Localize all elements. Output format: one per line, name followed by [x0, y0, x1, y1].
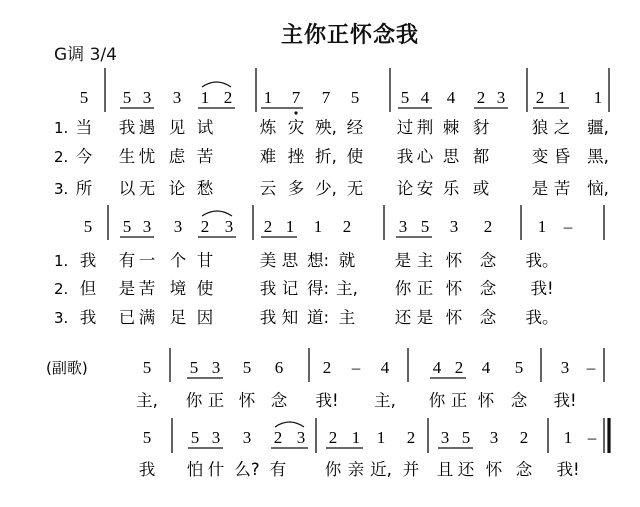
- lyric-system-1-v1-2: 我: [118, 118, 136, 137]
- lyric-system-2-v1-9: 就: [338, 251, 356, 270]
- note-system-1-14: 2: [476, 88, 486, 107]
- note-system-3-14: –: [586, 358, 596, 377]
- note-system-4-15: 1: [563, 428, 573, 447]
- lyric-system-4-v1-2: 怕: [186, 460, 204, 479]
- verse-number-1-2: 2.: [54, 148, 69, 166]
- lyric-system-1-v1-15: 之: [553, 118, 571, 137]
- lyric-system-4-v1-3: 什: [207, 460, 225, 479]
- note-system-1-6: 2: [223, 88, 233, 107]
- lyric-system-4-v1-13: 念: [515, 460, 533, 479]
- lyric-system-4-v1-6: 你: [324, 460, 342, 479]
- lyric-system-3-v1-8: 你: [428, 391, 446, 410]
- lyric-system-1-v3-2: 以: [118, 179, 136, 198]
- lyric-system-1-v2-5: 苦: [196, 147, 214, 166]
- lyric-system-2-v2-12: 怀: [445, 279, 463, 298]
- lyric-system-4-v1-12: 怀: [485, 460, 503, 479]
- verse-number-2-3: 3.: [54, 309, 69, 327]
- lyric-system-2-v2-13: 念: [479, 279, 497, 298]
- lyric-system-1-v2-12: 思: [442, 147, 460, 166]
- lyric-system-2-v2-8: 得:: [306, 279, 330, 298]
- lyric-system-1-v2-9: 使: [346, 147, 364, 166]
- lyric-system-1-v2-2: 生: [118, 147, 136, 166]
- verse-number-2-2: 2.: [54, 280, 69, 298]
- lyric-system-1-v1-6: 炼: [259, 118, 277, 137]
- lyric-system-2-v1-11: 主: [416, 251, 434, 270]
- tie-system-4-1: [275, 422, 304, 427]
- note-system-2-12: 5: [420, 217, 430, 236]
- note-system-4-16: –: [587, 428, 597, 447]
- lyric-system-2-v3-2: 已: [118, 308, 136, 327]
- octave-dot-system-1-1: [294, 111, 297, 114]
- lyric-system-4-v1-14: 我!: [556, 460, 580, 479]
- note-system-4-9: 1: [376, 428, 386, 447]
- lyric-system-2-v1-4: 个: [169, 251, 187, 270]
- note-system-3-10: 2: [454, 358, 464, 377]
- lyric-system-2-v3-6: 我: [259, 308, 277, 327]
- note-system-3-4: 5: [242, 358, 252, 377]
- lyric-system-1-v3-6: 云: [259, 179, 277, 198]
- lyric-system-1-v1-14: 狼: [531, 118, 549, 137]
- note-system-2-14: 2: [483, 217, 493, 236]
- lyric-system-2-v3-8: 道:: [306, 308, 330, 327]
- lyric-system-4-v1-10: 且: [436, 460, 454, 479]
- note-system-4-1: 5: [142, 428, 152, 447]
- lyric-system-1-v1-13: 豺: [472, 118, 490, 137]
- note-system-2-16: –: [563, 217, 573, 236]
- lyric-system-2-v2-7: 记: [281, 279, 299, 298]
- note-system-4-6: 3: [296, 428, 306, 447]
- lyric-system-2-v2-5: 使: [196, 279, 214, 298]
- lyric-system-3-v1-7: 主,: [374, 391, 396, 410]
- lyric-system-1-v3-15: 苦: [553, 179, 571, 198]
- lyric-system-1-v1-5: 试: [196, 118, 214, 137]
- lyric-system-2-v2-4: 境: [169, 279, 187, 298]
- note-system-1-1: 5: [79, 88, 89, 107]
- note-system-2-1: 5: [83, 217, 93, 236]
- lyric-system-4-v1-9: 并: [402, 460, 420, 479]
- lyric-system-2-v2-6: 我: [259, 279, 277, 298]
- lyric-system-1-v2-3: 忧: [138, 147, 156, 166]
- lyric-system-2-v1-8: 想:: [306, 251, 330, 270]
- note-system-3-12: 5: [514, 358, 524, 377]
- lyric-system-2-v3-1: 我: [79, 308, 97, 327]
- note-system-1-12: 4: [420, 88, 430, 107]
- lyric-system-2-v2-9: 主,: [336, 279, 358, 298]
- lyric-system-3-v1-10: 怀: [477, 391, 495, 410]
- note-system-2-15: 1: [537, 217, 547, 236]
- lyric-system-2-v1-7: 思: [281, 251, 299, 270]
- lyric-system-1-v3-3: 无: [138, 179, 156, 198]
- note-system-3-6: 2: [322, 358, 332, 377]
- note-system-4-5: 2: [273, 428, 283, 447]
- lyric-system-1-v2-11: 心: [416, 147, 434, 166]
- note-system-3-8: 4: [380, 358, 390, 377]
- note-system-1-9: 7: [321, 88, 331, 107]
- note-system-4-10: 2: [406, 428, 416, 447]
- lyric-system-1-v3-7: 多: [287, 179, 305, 198]
- note-system-2-4: 3: [173, 217, 183, 236]
- lyric-system-3-v1-4: 怀: [238, 391, 256, 410]
- note-system-3-13: 3: [560, 358, 570, 377]
- lyric-system-4-v1-7: 亲: [347, 460, 365, 479]
- lyric-system-1-v1-11: 荆: [416, 118, 434, 137]
- note-system-4-2: 5: [190, 428, 200, 447]
- tie-system-2-1: [202, 211, 232, 216]
- note-system-3-9: 4: [432, 358, 442, 377]
- lyric-system-1-v1-8: 殃,: [315, 118, 337, 137]
- lyric-system-1-v1-12: 棘: [442, 118, 460, 137]
- lyric-system-3-v1-9: 正: [450, 391, 468, 410]
- lyric-system-1-v3-5: 愁: [196, 179, 214, 198]
- note-system-2-5: 2: [200, 217, 210, 236]
- lyric-system-2-v1-14: 我。: [525, 251, 559, 270]
- lyric-system-1-v3-4: 论: [168, 179, 186, 198]
- note-system-1-15: 3: [496, 88, 506, 107]
- note-system-4-8: 1: [351, 428, 361, 447]
- verse-number-2-1: 1.: [54, 252, 69, 270]
- lyric-system-2-v3-9: 主: [338, 308, 356, 327]
- lyric-system-1-v2-4: 虑: [168, 147, 186, 166]
- lyric-system-2-v1-6: 美: [259, 251, 277, 270]
- note-system-1-10: 5: [350, 88, 360, 107]
- note-system-1-11: 5: [400, 88, 410, 107]
- note-system-3-1: 5: [142, 358, 152, 377]
- lyric-system-1-v2-14: 变: [531, 147, 549, 166]
- lyric-system-4-v1-4: 么?: [234, 460, 260, 479]
- key-signature: G调 3/4: [54, 45, 117, 65]
- note-system-1-7: 1: [263, 88, 273, 107]
- lyric-system-2-v3-7: 知: [281, 308, 299, 327]
- lyric-system-2-v1-5: 甘: [196, 251, 214, 270]
- note-system-3-3: 3: [211, 358, 221, 377]
- lyric-system-2-v3-12: 怀: [445, 308, 463, 327]
- note-system-1-3: 3: [142, 88, 152, 107]
- verse-number-1-1: 1.: [54, 119, 69, 137]
- lyric-system-1-v3-9: 无: [346, 179, 364, 198]
- note-system-2-2: 5: [122, 217, 132, 236]
- note-system-1-2: 5: [122, 88, 132, 107]
- lyric-system-3-v1-11: 念: [510, 391, 528, 410]
- note-system-4-14: 2: [519, 428, 529, 447]
- lyric-system-4-v1-5: 有: [269, 460, 287, 479]
- lyric-system-1-v2-16: 黑,: [587, 147, 609, 166]
- lyric-system-3-v1-1: 主,: [136, 391, 158, 410]
- note-system-3-5: 6: [274, 358, 284, 377]
- lyric-system-3-v1-2: 你: [185, 391, 203, 410]
- lyric-system-2-v1-13: 念: [479, 251, 497, 270]
- lyric-system-2-v1-1: 我: [79, 251, 97, 270]
- note-system-4-7: 2: [328, 428, 338, 447]
- lyric-system-3-v1-5: 念: [270, 391, 288, 410]
- note-system-4-3: 3: [211, 428, 221, 447]
- note-system-4-4: 3: [242, 428, 252, 447]
- lyric-system-2-v3-10: 还: [394, 308, 412, 327]
- note-system-2-3: 3: [142, 217, 152, 236]
- song-title: 主你正怀念我: [280, 23, 419, 48]
- note-system-2-8: 1: [285, 217, 295, 236]
- lyric-system-1-v3-10: 论: [396, 179, 414, 198]
- lyric-system-4-v1-8: 近,: [370, 460, 392, 479]
- lyric-system-2-v1-3: 一: [138, 251, 156, 270]
- lyric-system-1-v3-1: 所: [75, 179, 93, 198]
- note-system-3-2: 5: [189, 358, 199, 377]
- lyric-system-1-v2-13: 都: [472, 147, 490, 166]
- lyric-system-1-v2-1: 今: [75, 147, 93, 166]
- lyric-system-1-v1-7: 灾: [287, 118, 305, 137]
- lyric-system-1-v2-15: 昏: [553, 147, 571, 166]
- note-system-4-11: 3: [440, 428, 450, 447]
- lyric-system-2-v2-3: 苦: [138, 279, 156, 298]
- note-system-2-11: 3: [398, 217, 408, 236]
- lyric-system-2-v2-14: 我!: [530, 279, 554, 298]
- lyric-system-4-v1-11: 还: [457, 460, 475, 479]
- lyric-system-1-v2-6: 难: [259, 147, 277, 166]
- lyric-system-1-v3-13: 或: [472, 179, 490, 198]
- chorus-label: (副歌): [46, 359, 88, 377]
- note-system-1-4: 3: [172, 88, 182, 107]
- lyric-system-1-v1-9: 经: [346, 118, 364, 137]
- lyric-system-1-v2-7: 挫: [287, 147, 305, 166]
- lyric-system-2-v2-1: 但: [79, 279, 97, 298]
- lyric-system-3-v1-12: 我!: [553, 391, 577, 410]
- note-system-3-11: 4: [481, 358, 491, 377]
- note-system-1-17: 1: [557, 88, 567, 107]
- tie-system-1-1: [202, 82, 231, 87]
- lyric-system-2-v1-10: 是: [394, 251, 412, 270]
- lyric-system-1-v3-16: 恼,: [587, 179, 609, 198]
- note-system-3-7: –: [351, 358, 361, 377]
- note-system-1-16: 2: [535, 88, 545, 107]
- note-system-2-10: 2: [342, 217, 352, 236]
- note-system-2-6: 3: [224, 217, 234, 236]
- lyric-system-2-v2-2: 是: [118, 279, 136, 298]
- lyric-system-1-v2-10: 我: [396, 147, 414, 166]
- lyric-system-3-v1-6: 我!: [315, 391, 339, 410]
- lyric-system-1-v2-8: 折,: [315, 147, 337, 166]
- lyric-system-2-v3-11: 是: [416, 308, 434, 327]
- lyric-system-1-v1-4: 见: [168, 118, 186, 137]
- lyric-system-3-v1-3: 正: [207, 391, 225, 410]
- note-system-1-18: 1: [593, 88, 603, 107]
- lyric-system-1-v1-10: 过: [396, 118, 414, 137]
- note-system-1-5: 1: [200, 88, 210, 107]
- lyric-system-2-v3-13: 念: [479, 308, 497, 327]
- lyric-system-2-v3-3: 满: [138, 308, 156, 327]
- lyric-system-2-v3-14: 我。: [525, 308, 559, 327]
- note-system-2-13: 3: [449, 217, 459, 236]
- note-system-2-7: 2: [263, 217, 273, 236]
- note-system-4-13: 3: [489, 428, 499, 447]
- lyric-system-1-v3-11: 安: [416, 179, 434, 198]
- lyric-system-1-v3-12: 乐: [442, 179, 460, 198]
- lyric-system-2-v1-2: 有: [118, 251, 136, 270]
- lyric-system-1-v3-8: 少,: [315, 179, 337, 198]
- lyric-system-2-v1-12: 怀: [445, 251, 463, 270]
- note-system-1-13: 4: [446, 88, 456, 107]
- lyric-system-2-v3-4: 足: [169, 308, 187, 327]
- lyric-system-1-v1-1: 当: [75, 118, 93, 137]
- note-system-2-9: 1: [313, 217, 323, 236]
- lyric-system-1-v1-16: 疆,: [587, 118, 609, 137]
- lyric-system-2-v2-11: 正: [416, 279, 434, 298]
- lyric-system-1-v1-3: 遇: [138, 118, 156, 137]
- verse-number-1-3: 3.: [54, 180, 69, 198]
- lyric-system-2-v3-5: 因: [196, 308, 214, 327]
- lyric-system-1-v3-14: 是: [531, 179, 549, 198]
- note-system-1-8: 7: [291, 88, 301, 107]
- lyric-system-2-v2-10: 你: [394, 279, 412, 298]
- lyric-system-4-v1-1: 我: [138, 460, 156, 479]
- note-system-4-12: 5: [461, 428, 471, 447]
